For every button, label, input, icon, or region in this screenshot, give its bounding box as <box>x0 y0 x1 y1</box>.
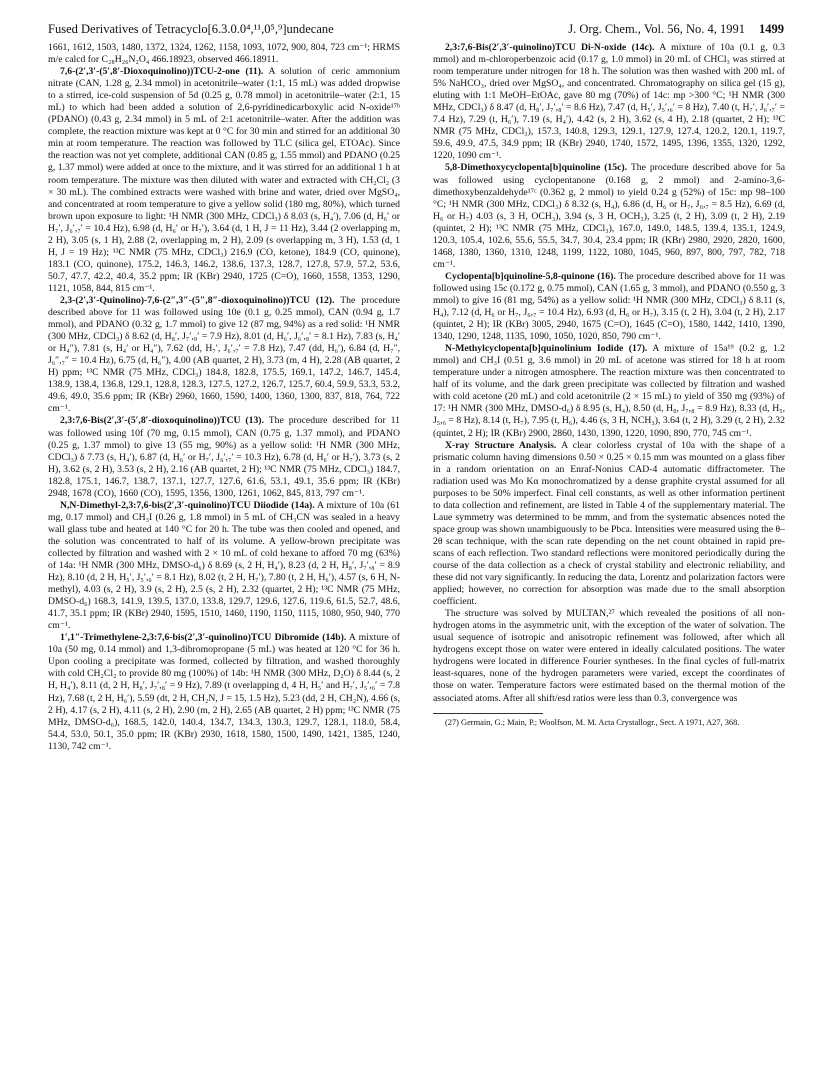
running-header <box>48 22 784 40</box>
paragraph: 1661, 1612, 1503, 1480, 1372, 1324, 1262, 1158, 1093, 1072, 900, 804, 723 cm⁻¹; HRMS m/e calcd for C₂₈H₂₆N₂O₄ 466.18923, observed 466.18911. <box>48 42 400 66</box>
paragraph: 7,6-(2′,3′-(5′,8′-Dioxoquinolino))TCU-2-one (11). A solution of ceric ammonium nitrate (CAN, 1.28 g, 2.34 mmol) in acetonitrile–water (1:1, 15 mL) was added dropwise to a stirred, ice-cold suspension of 5d (0.25 g, 0.78 mmol) in acetonitrile–water (2:1, 15 mL) to which had been added a solution of 2,6-pyridinedicarboxylic acid N-oxide¹⁷ᵇ (PDANO) (0.43 g, 2.34 mmol) in 5 mL of 2:1 acetonitrile–water. After the addition was complete, the reaction mixture was kept at 0 °C for 30 min and stirred for an additional 30 min at room temperature. The reaction was followed by TLC (silica gel, ETOAc). Since the reaction was not yet complete, additional CAN (0.85 g, 1.55 mmol) and PDANO (0.25 g, 1.37 mmol) were added at once to the mixture, and it was stirred for an additional 1 h at room temperature. The mixture was then diluted with water and extracted with CH₂Cl₂ (3 × 30 mL). The combined extracts were washed with brine and water, dried over MgSO₄, and concentrated at room temperature to give a yellow solid (180 mg, 80%), which turned brown upon exposure to light: ¹H NMR (300 MHz, CDCl₃) δ 8.03 (s, H₄′), 7.06 (d, H₆′ or H₇′, J₆′,₇′ = 10.4 Hz), 6.98 (d, H₆′ or H₇′), 3.64 (d, 1 H, J = 11 Hz), 3.44 (2 overlapping m, 2 H), 3.05 (s, 1 H), 2.88 (2, overlapping m, 2 H), 2.09 (s overlapping m, 3 H), 1.53 (d, 1 H, J = 19 Hz); ¹³C NMR (75 MHz, CDCl₃) 216.9 (CO, ketone), 184.9 (CO, quinone), 183.1 (CO, quinone), 175.2, 146.3, 146.2, 138.6, 137.3, 128.7, 127.8, 57.9, 57.2, 53.6, 50.7, 47.7, 42.2, 40.4, 35.2 ppm; IR (KBr) 2940, 1725 (C=O), 1660, 1558, 1353, 1290, 1121, 1058, 844, 815 cm⁻¹. <box>48 66 400 294</box>
paragraph: 2,3-(2′,3′-Quinolino)-7,6-(2″,3″-(5″,8″-dioxoquinolino))TCU (12). The procedure described above for 11 was followed using 10e (0.1 g, 0.25 mmol), CAN (0.94 g, 1.7 mmol), and PDANO (0.32 g, 1.7 mmol) to give 12 (87 mg, 94%) as a red solid: ¹H NMR (300 MHz, CDCl₃) δ 8.62 (d, H₈′, J₇′,₈′ = 7.9 Hz), 8.01 (d, H₆′, J₆′,₈′ = 8.1 Hz), 7.83 (s, H₄′ or H₄″), 7.81 (s, H₄′ or H₄″), 7.62 (dd, H₇′, J₆′,₇′ = 7.8 Hz), 7.47 (dd, H₆′), 6.84 (d, H₇″, J₆″,₇″ = 10.4 Hz), 6.75 (d, H₆″), 4.00 (AB quartet, 2 H), 3.73 (m, 4 H), 2.28 (AB quartet, 2 H) ppm; ¹³C NMR (75 MHz, CDCl₃) 184.8, 182.8, 175.5, 169.1, 147.2, 146.7, 145.4, 138.9, 138.4, 136.8, 129.1, 128.8, 128.3, 127.5, 127.2, 126.7, 125.7, 60.4, 59.9, 53.3, 53.2, 49.6, 49.0, 35.6 ppm; IR (KBr) 2960, 1660, 1590, 1400, 1360, 1300, 837, 818, 764, 722 cm⁻¹. <box>48 294 400 415</box>
paragraph-heading: Cyclopenta[b]quinoline-5,8-quinone (16). <box>445 270 616 282</box>
paragraph: 1′,1″-Trimethylene-2,3:7,6-bis(2′,3′-quinolino)TCU Dibromide (14b). A mixture of 10a (50 mg, 0.14 mmol) and 1,3-dibromopropane (5 mL) was heated at 120 °C for 36 h. Upon cooling a precipitate was formed, collected by filtration, and washed thoroughly with cold CH₂Cl₂ to provide 80 mg (100%) of 14b: ¹H NMR (300 MHz, D₂O) δ 8.44 (s, 2 H, H₄′), 8.11 (d, 2 H, H₈′, J₇′,₈′ = 9 Hz), 7.89 (t overlapping d, 4 H, H₅′ and H₇′, J₅′,₆′ = 7.8 Hz), 7.68 (t, 2 H, H₆′), 5.59 (dt, 2 H, CH₂N, J = 15, 1.5 Hz), 5.23 (dd, 2 H, CH₂N), 4.66 (s, 2 H), 4.17 (s, 2 H), 4.11 (s, 2 H), 2.90 (m, 2 H), 2.65 (AB quartet, 2 H) ppm; ¹³C NMR (75 MHz, DMSO-d₆), 168.5, 142.0, 140.4, 134.7, 134.3, 130.3, 129.7, 128.1, 118.0, 58.4, 54.4, 53.0, 50.1, 35.0 ppm; IR (KBr) 2930, 1618, 1580, 1500, 1490, 1421, 1385, 1240, 1130, 742 cm⁻¹. <box>48 632 400 752</box>
journal-name: J. Org. Chem., Vol. 56, No. 4, 1991 <box>568 22 745 36</box>
paragraph-heading: 2,3-(2′,3′-Quinolino)-7,6-(2″,3″-(5″,8″-dioxoquinolino))TCU (12). <box>60 294 335 306</box>
paragraph: 2,3:7,6-Bis(2′,3′-(5′,8′-dioxoquinolino))TCU (13). The procedure described for 11 was followed using 10f (70 mg, 0.15 mmol), CAN (0.75 g, 1.37 mmol), and PDANO (0.25 g, 1.37 mmol) to give 13 (55 mg, 90%) as a yellow solid: ¹H NMR (300 MHz, CDCl₃) δ 7.73 (s, H₄′), 6.87 (d, H₆′ or H₇′, J₆′,₇′ = 10.3 Hz), 6.78 (d, H₆′ or H₇′), 3.73 (s, 2 H), 3.62 (s, 2 H), 3.53 (s, 2 H), 2.16 (AB quartet, 2 H); ¹³C NMR (75 MHz, CDCl₃) 184.7, 182.8, 175.1, 146.7, 138.7, 137.1, 127.7, 127.6, 61.6, 53.1, 49.1, 35.6 ppm; IR (KBr) 2948, 1678 (CO), 1660 (CO), 1595, 1356, 1300, 1261, 1062, 845, 813, 797 cm⁻¹. <box>48 415 400 499</box>
running-title: Fused Derivatives of Tetracyclo[6.3.0.0⁴,¹¹,0⁵,⁹]undecane <box>48 22 334 36</box>
page-number: 1499 <box>759 22 784 36</box>
paragraph: Cyclopenta[b]quinoline-5,8-quinone (16). The procedure described above for 11 was followed using 15c (0.172 g, 0.75 mmol), CAN (1.65 g, 3 mmol), and PDANO (0.550 g, 3 mmol) to give 16 (81 mg, 54%) as a yellow solid: ¹H NMR (300 MHz, CDCl₃) δ 8.11 (s, H₄), 7.12 (d, H₆ or H₇, J₆,₇ = 10.4 Hz), 6.93 (d, H₆ or H₇), 3.15 (t, 2 H), 3.04 (t, 2 H), 2.17 (quintet, 2 H); IR (KBr) 3005, 2940, 1675 (C=O), 1645 (C=O), 1580, 1442, 1410, 1390, 1340, 1290, 1248, 1135, 1090, 1050, 1020, 850, 790 cm⁻¹. <box>433 270 785 343</box>
paragraph-heading: 2,3:7,6-Bis(2′,3′-quinolino)TCU Di-N-oxide (14c). <box>445 42 655 53</box>
footnote: (27) Germain, G.; Main, P.; Woolfson, M. M. Acta Crystallogr., Sect. A 1971, A27, 368. <box>445 717 740 727</box>
paragraph: The structure was solved by MULTAN,²⁷ which revealed the positions of all non-hydrogen atoms in the asymmetric unit, with the exception of the water of solvation. The usual sequence of isotropic and anisotropic refinement was followed, after which all hydrogens except those on water were entered in ideally calculated positions. The water hydrogens were located in difference Fourier syntheses. In the final cycles of full-matrix least-squares, none of the hydrogen parameters were varied, except the coordinates of those on water. Temperature factors were estimated based on the thermal motion of the associated atoms. After all shift/esd ratios were less than 0.3, convergence was <box>433 608 785 704</box>
paragraph: 5,8-Dimethoxycyclopenta[b]quinoline (15c). The procedure described above for 5a was followed using cyclopentanone (0.168 g, 2 mmol) and 2-amino-3,6-dimethoxybenzaldehyde¹⁷ᶜ (0.362 g, 2 mmol) to yield 0.24 g (52%) of 15c: mp 98–100 °C; ¹H NMR (300 MHz, CDCl₃) δ 8.32 (s, H₄), 6.86 (d, H₆ or H₇, J₆,₇ = 8.5 Hz), 6.69 (d, H₆ or H₇) 4.03 (s, 3 H, OCH₃), 3.94 (s, 3 H, OCH₃), 3.25 (t, 2 H), 3.09 (t, 2 H), 2.19 (quintet, 2 H); ¹³C NMR (75 MHz, CDCl₃), 167.0, 149.0, 148.5, 139.4, 135.1, 124.9, 120.3, 105.4, 102.6, 55.6, 55.5, 34.7, 30.4, 23.4 ppm; IR (KBr) 2980, 2920, 2820, 1600, 1468, 1380, 1360, 1310, 1248, 1199, 1122, 1080, 1045, 960, 897, 800, 797, 782, 718 cm⁻¹. <box>433 162 785 270</box>
paragraph-heading: 1′,1″-Trimethylene-2,3:7,6-bis(2′,3′-quinolino)TCU Dibromide (14b). <box>60 632 347 644</box>
paragraph-heading: 5,8-Dimethoxycyclopenta[b]quinoline (15c). <box>445 162 628 174</box>
paragraph: N-Methylcyclopenta[b]quinolinium Iodide (17). A mixture of 15a¹⁹ (0.2 g, 1.2 mmol) and CH₃I (0.51 g, 3.6 mmol) in 20 mL of acetone was stirred for 18 h at room temperature under a nitrogen atmosphere. The reaction mixture was then concentrated to half of its volume, and the dark green precipitate was collected by filtration and washed with cold acetone (20 mL) and cold acetonitrile (2 × 15 mL) to yield of 350 mg (93%) of 17: ¹H NMR (300 MHz, DMSO-d₆) δ 8.95 (s, H₄), 8.50 (d, H₈, J₇,₈ = 8.9 Hz), 8.33 (d, H₅, J₅,₆ = 8 Hz), 8.14 (t, H₇), 7.95 (t, H₆), 4.46 (s, 3 H, NCH₃), 3.64 (t, 2 H), 3.29 (t, 2 H), 2.32 (quintet, 2 H); IR (KBr) 2900, 2860, 1430, 1390, 1220, 1090, 890, 770, 745 cm⁻¹. <box>433 343 786 439</box>
footnote-divider <box>433 713 543 714</box>
paragraph: N,N-Dimethyl-2,3:7,6-bis(2′,3′-quinolino)TCU Diiodide (14a). A mixture of 10a (61 mg, 0.17 mmol) and CH₃I (0.26 g, 1.8 mmol) in 5 mL of CH₃CN was sealed in a heavy wall glass tube and heated at 140 °C for 20 h. The tube was then cooled and opened, and the solution was concentrated to half of its volume. A yellow-brown precipitate was collected by filtration and washed with 2 × 10 mL of cold hexane to afford 70 mg (63%) of 14a: ¹H NMR (300 MHz, DMSO-d₆) δ 8.69 (s, 2 H, H₄′), 8.23 (d, 2 H, H₈′, J₇′,₈′ = 8.9 Hz), 8.10 (d, 2 H, H₅′, J₅′,₆′ = 8.1 Hz), 8.02 (t, 2 H, H₇′), 7.80 (t, 2 H, H₆′), 4.57 (s, 6 H, N-methyl), 4.03 (s, 2 H), 3.9 (s, 2 H), 2.5 (s, 2 H), 2.32 (quartet, 2 H); ¹³C NMR (75 MHz, DMSO-d₆) 168.3, 141.9, 139.5, 137.0, 133.8, 129.7, 129.6, 127.6, 119.6, 61.5, 52.7, 48.6, 41.7, 35.1 ppm; IR (KBr) 2940, 1595, 1510, 1460, 1190, 1150, 1115, 1080, 950, 940, 770 cm⁻¹. <box>48 499 400 632</box>
right-column <box>433 42 785 728</box>
paragraph: X-ray Structure Analysis. A clear colorless crystal of 10a with the shape of a prismatic column having dimensions 0.50 × 0.25 × 0.15 mm was mounted on a glass fiber in a random orientation on an Enraf-Nonius CAD-4 automatic diffractometer. The radiation used was Mo Kα monochromatized by a dense graphite crystal assumed for all purposes to be 50% imperfect. Final cell constants, as well as other information pertinent to data collection and refinement, are listed in Table 4 of the supplementary material. The Laue symmetry was determined to be mmm, and from the systematic absences noted the space group was shown unambiguously to be Pbca. Intensities were measured using the θ–2θ scan technique, with the scan rate depending on the net count obtained in rapid pre-scans of each reflection. Two standard reflections were monitored periodically during the course of the data collection as a check of crystal stability and electronic reliability, and these did not vary significantly. In reducing the data, Lorentz and polarization factors were applied; however, no correction for absorption was made due to the small absorption coefficient. <box>433 439 786 608</box>
paragraph-heading: 2,3:7,6-Bis(2′,3′-(5′,8′-dioxoquinolino))TCU (13). <box>60 415 264 427</box>
paragraph-heading: 7,6-(2′,3′-(5′,8′-Dioxoquinolino))TCU-2-one (11). <box>60 66 264 78</box>
paragraph-heading: N,N-Dimethyl-2,3:7,6-bis(2′,3′-quinolino)TCU Diiodide (14a). <box>60 499 315 511</box>
left-column <box>48 42 400 753</box>
paragraph: 2,3:7,6-Bis(2′,3′-quinolino)TCU Di-N-oxide (14c). A mixture of 10a (0.1 g, 0.3 mmol) and m-chloroperbenzoic acid (0.17 g, 1.0 mmol) in 20 mL of CHCl₃ was stirred at room temperature under nitrogen for 18 h. The solution was then washed with 200 mL of 5% NaHCO₃, dried over MgSO₄, and concentrated. Chromatography on silica gel (15 g), eluting with 1:1 MeOH–EtOAc, gave 80 mg (70%) of 14c: mp >300 °C; ¹H NMR (300 MHz, CDCl₃) δ 8.47 (d, H₈′, J₇′,₈′ = 8.6 Hz), 7.47 (d, H₅′, J₅′,₆′ = 8 Hz), 7.40 (t, H₇′, J₆′,₇′ = 7.4 Hz), 7.29 (t, H₆′), 7.19 (s, H₄′), 4.42 (s, 2 H), 3.62 (s, 4 H), 2.18 (quartet, 2 H); ¹³C NMR (75 MHz, CDCl₃), 157.3, 140.8, 129.3, 129.1, 127.9, 127.4, 120.2, 120.1, 119.7, 59.6, 49.9, 47.5, 34.9 ppm; IR (KBr) 2940, 1740, 1572, 1495, 1396, 1355, 1320, 1292, 1220, 1090 cm⁻¹. <box>433 42 785 162</box>
paragraph-heading: N-Methylcyclopenta[b]quinolinium Iodide (17). <box>445 343 648 355</box>
journal-citation <box>568 22 784 37</box>
paragraph-heading: X-ray Structure Analysis. <box>445 439 557 451</box>
